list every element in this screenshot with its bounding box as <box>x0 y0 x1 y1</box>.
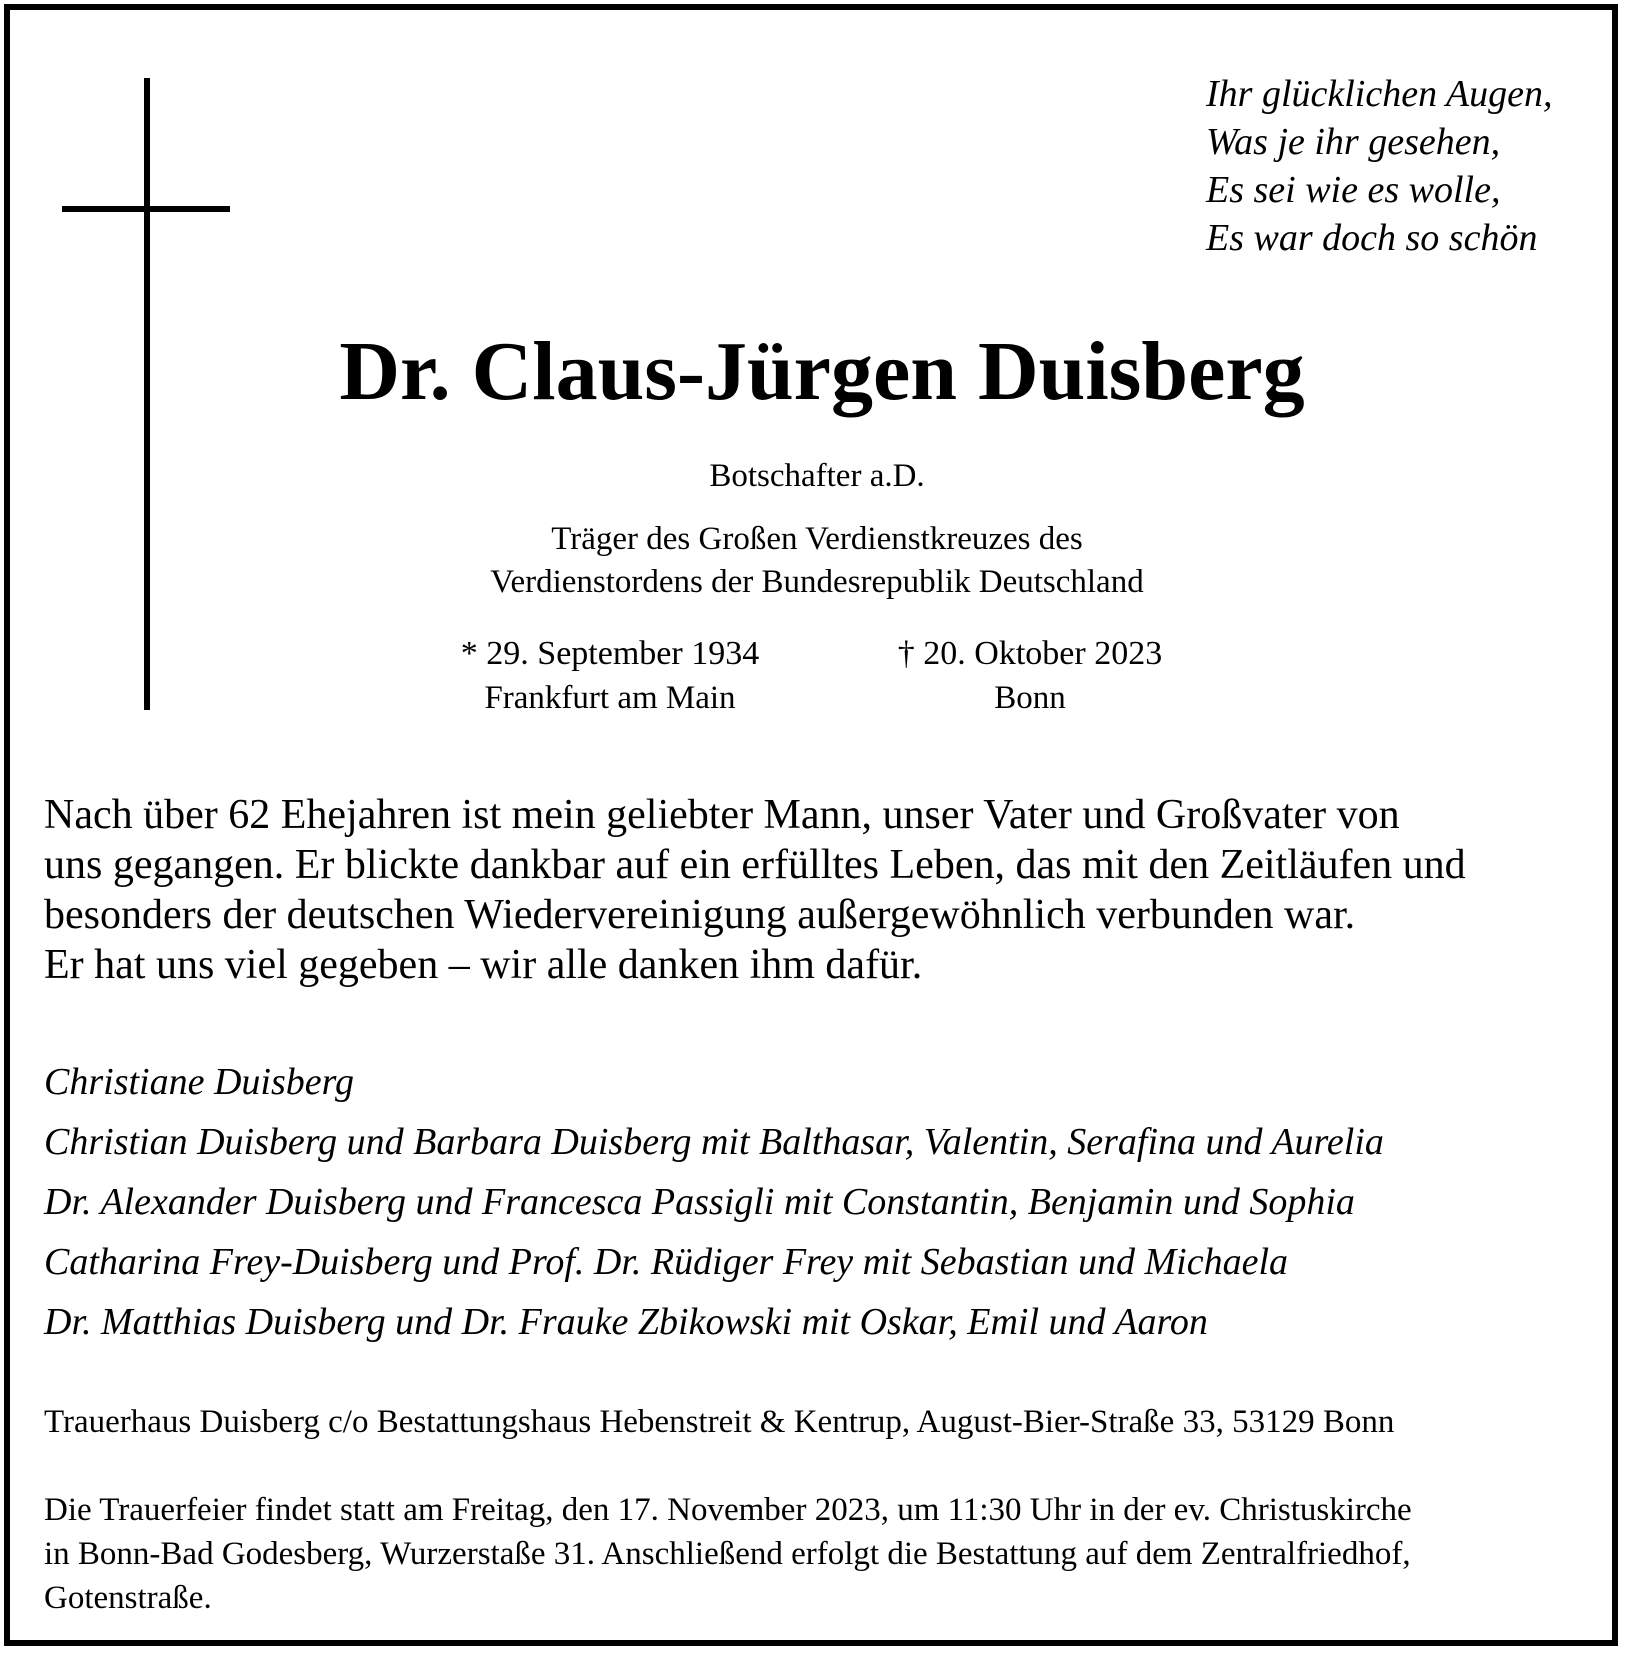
ceremony-line: Die Trauerfeier findet statt am Freitag, den 17. November 2023, um 11:30 Uhr in der ev. Christuskirche <box>44 1492 1412 1528</box>
message-line: Er hat uns viel gegeben – wir alle danken ihm dafür. <box>44 942 923 988</box>
family-member-line: Catharina Frey-Duisberg und Prof. Dr. Rüdiger Frey mit Sebastian und Michaela <box>44 1241 1288 1283</box>
message-line: Nach über 62 Ehejahren ist mein geliebter Mann, unser Vater und Großvater von <box>44 792 1400 838</box>
deceased-title: Botschafter a.D. <box>709 458 925 494</box>
poem-line: Was je ihr gesehen, <box>1206 121 1501 163</box>
mourning-house-address: Trauerhaus Duisberg c/o Bestattungshaus Hebenstreit & Kentrup, August-Bier-Straße 33, 53129 Bonn <box>44 1404 1395 1440</box>
honor-line: Verdienstordens der Bundesrepublik Deutschland <box>490 564 1144 600</box>
poem <box>1206 70 1552 262</box>
poem-line: Ihr glücklichen Augen, <box>1206 73 1553 115</box>
family-member-line: Dr. Alexander Duisberg und Francesca Passigli mit Constantin, Benjamin und Sophia <box>44 1181 1355 1223</box>
funeral-ceremony-info <box>44 1488 1604 1620</box>
death-place: Bonn <box>994 680 1066 716</box>
family-list <box>44 1052 1604 1352</box>
birth-place: Frankfurt am Main <box>484 680 736 716</box>
obituary-message <box>44 790 1604 990</box>
message-line: besonders der deutschen Wiedervereinigung außergewöhnlich verbunden war. <box>44 892 1356 938</box>
poem-line: Es sei wie es wolle, <box>1206 169 1501 211</box>
family-member-line: Dr. Matthias Duisberg und Dr. Frauke Zbikowski mit Oskar, Emil und Aaron <box>44 1301 1208 1343</box>
message-line: uns gegangen. Er blickte dankbar auf ein erfülltes Leben, das mit den Zeitläufen und <box>44 842 1466 888</box>
family-member-line: Christian Duisberg und Barbara Duisberg mit Balthasar, Valentin, Serafina und Aurelia <box>44 1121 1384 1163</box>
honor-line: Träger des Großen Verdienstkreuzes des <box>551 521 1083 557</box>
death-date: † 20. Oktober 2023 <box>897 635 1163 672</box>
cross-icon-horizontal-bar <box>62 206 230 212</box>
poem-line: Es war doch so schön <box>1206 217 1538 259</box>
birth-date: * 29. September 1934 <box>460 635 760 672</box>
death-info <box>880 632 1180 720</box>
ceremony-line: in Bonn-Bad Godesberg, Wurzerstaße 31. Anschließend erfolgt die Bestattung auf dem Zentralfriedhof, <box>44 1536 1411 1572</box>
ceremony-line: Gotenstraße. <box>44 1580 212 1616</box>
family-member-line: Christiane Duisberg <box>44 1061 354 1103</box>
deceased-name: Dr. Claus-Jürgen Duisberg <box>339 325 1305 418</box>
birth-info <box>430 632 790 720</box>
